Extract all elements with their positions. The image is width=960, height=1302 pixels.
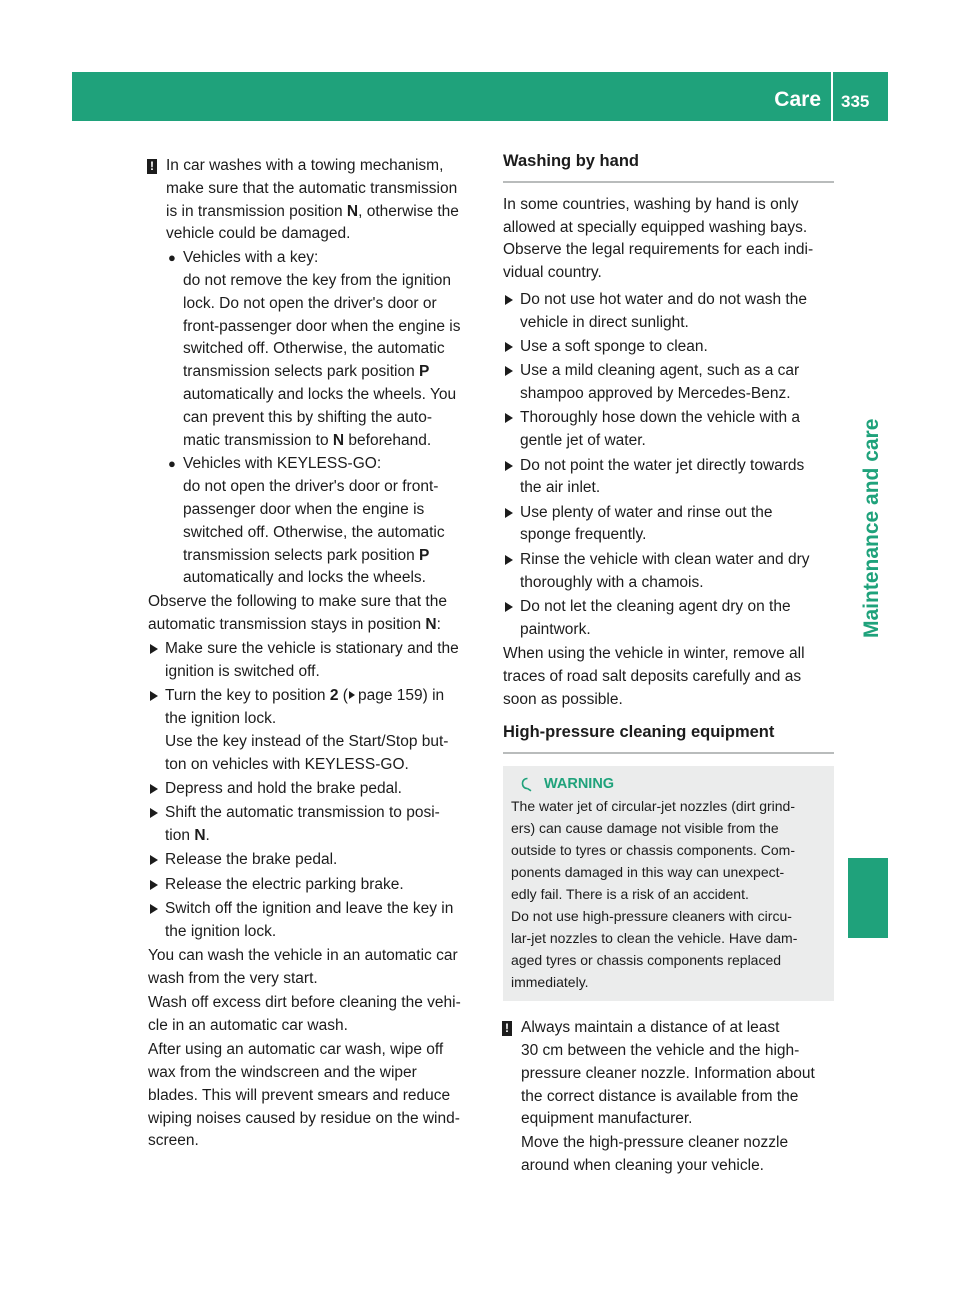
step-arrow-icon <box>150 904 158 914</box>
step-item <box>148 638 480 684</box>
text-line: ignition is switched off. <box>165 663 320 681</box>
header-band <box>72 72 888 121</box>
text-line: Use a soft sponge to clean. <box>520 338 708 356</box>
text-line: traces of road salt deposits carefully and as <box>503 667 802 685</box>
text-line: tion <box>165 827 195 845</box>
text-line: Wash off excess dirt before cleaning the vehi- <box>148 994 461 1012</box>
step-item <box>503 596 834 642</box>
text-line: front-passenger door when the engine is <box>183 317 461 335</box>
step-item <box>503 549 834 595</box>
text-line: the ignition lock. <box>165 922 277 940</box>
text-line: transmission selects park position <box>183 363 420 381</box>
page-reference[interactable]: page 159) in <box>357 687 445 705</box>
text-line: blades. This will prevent smears and reduce <box>148 1086 451 1104</box>
step-item <box>148 849 480 872</box>
text-line: Move the high-pressure cleaner nozzle <box>521 1134 789 1152</box>
text-line: wash from the very start. <box>148 969 318 987</box>
text-bold: P <box>419 363 430 381</box>
paragraph-observe <box>148 591 480 637</box>
left-column <box>148 155 480 1155</box>
warning-icon <box>521 777 534 792</box>
step-arrow-icon <box>505 508 513 518</box>
text-line: beforehand. <box>344 431 432 449</box>
text-line: passenger door when the engine is <box>183 500 425 518</box>
text-line: ers) can cause damage not visible from the <box>511 820 779 837</box>
step-item <box>148 898 480 944</box>
text-line: shampoo approved by Mercedes-Benz. <box>520 385 791 403</box>
step-arrow-icon <box>150 808 158 818</box>
text-line: In car washes with a towing mechanism, <box>166 157 444 174</box>
step-arrow-icon <box>150 784 158 794</box>
text-line: wax from the windscreen and the wiper <box>148 1064 417 1082</box>
paragraph <box>148 992 480 1038</box>
text-line: You can wash the vehicle in an automatic car <box>148 947 458 965</box>
heading-rule <box>503 721 834 754</box>
text-line: the air inlet. <box>520 479 601 497</box>
text-bold: 2 <box>329 687 339 705</box>
warning-paragraph <box>511 795 826 905</box>
exclamation-icon: ! <box>147 159 157 174</box>
text-line: Do not point the water jet directly towards <box>520 456 805 474</box>
text-line: can prevent this by shifting the auto- <box>183 408 433 426</box>
text-line: In some countries, washing by hand is only <box>503 195 799 213</box>
step-item <box>148 778 480 801</box>
text-line: the correct distance is available from the <box>521 1087 799 1105</box>
text-line: Use the key instead of the Start/Stop but- <box>165 732 449 750</box>
text-line: cle in an automatic car wash. <box>148 1016 348 1034</box>
bullet-key <box>148 247 480 452</box>
text-line: 30 cm between the vehicle and the high- <box>521 1041 800 1059</box>
step-arrow-icon <box>150 880 158 890</box>
text-line: vehicle could be damaged. <box>166 225 351 243</box>
step-item <box>503 502 834 548</box>
text-line: ponents damaged in this way can unexpect- <box>511 864 785 881</box>
bullet-title: Vehicles with KEYLESS-GO: <box>183 455 382 473</box>
text-bold: N <box>194 827 206 845</box>
step-item <box>148 874 480 897</box>
notice-distance <box>503 1017 834 1131</box>
step-arrow-icon <box>505 413 513 423</box>
text-line: Do not use hot water and do not wash the <box>520 290 807 308</box>
text-line: Do not use high-pressure cleaners with circu- <box>511 908 792 925</box>
step-arrow-icon <box>505 461 513 471</box>
text-line: thoroughly with a chamois. <box>520 573 704 591</box>
text-line: When using the vehicle in winter, remove all <box>503 644 805 662</box>
step-arrow-icon <box>150 855 158 865</box>
warning-title-text: WARNING <box>544 776 615 793</box>
side-tab-label: Maintenance and care <box>860 418 883 638</box>
text-line: Shift the automatic transmission to posi- <box>165 804 440 822</box>
text-line: the ignition lock. <box>165 710 277 728</box>
text-line: allowed at specially equipped washing bays. <box>503 218 808 236</box>
section-title: Care <box>774 88 821 111</box>
text-line: vehicle in direct sunlight. <box>520 313 689 331</box>
step-arrow-icon <box>505 342 513 352</box>
heading-high-pressure: High-pressure cleaning equipment <box>503 723 775 742</box>
text-line: matic transmission to <box>183 431 333 449</box>
text-bold: N <box>425 615 437 633</box>
text-line: equipment manufacturer. <box>521 1110 693 1128</box>
paragraph-intro <box>503 194 834 285</box>
step-item <box>503 455 834 501</box>
step-item <box>148 685 480 776</box>
text-bold: N <box>346 202 359 220</box>
text-line: do not remove the key from the ignition <box>183 271 451 289</box>
step-arrow-icon <box>505 366 513 376</box>
text-line: . <box>205 827 210 845</box>
bullet-icon: ● <box>168 456 176 472</box>
text-line: Depress and hold the brake pedal. <box>165 780 402 798</box>
text-line: outside to tyres or chassis components. Com- <box>511 842 796 859</box>
step-arrow-icon <box>505 602 513 612</box>
step-arrow-icon <box>150 691 158 701</box>
paragraph <box>148 1039 480 1153</box>
text-line: immediately. <box>511 974 589 991</box>
step-arrow-icon <box>150 644 158 654</box>
step-arrow-icon <box>505 555 513 565</box>
text-line: After using an automatic car wash, wipe off <box>148 1041 444 1059</box>
text-line: edly fail. There is a risk of an accident. <box>511 886 749 903</box>
text-line: : <box>436 615 441 633</box>
page-number: 335 <box>841 92 870 111</box>
text-line: Turn the key to position <box>165 687 330 705</box>
text-line: vidual country. <box>503 264 602 282</box>
text-bold: P <box>419 546 430 564</box>
text-line: , otherwise the <box>358 202 459 220</box>
text-line: Always maintain a distance of at least <box>521 1019 780 1037</box>
right-column <box>503 150 834 1178</box>
warning-box <box>503 766 834 1001</box>
text-line: ( <box>338 687 348 705</box>
heading-rule <box>503 150 834 183</box>
text-line: lar-jet nozzles to clean the vehicle. Have dam- <box>511 930 798 947</box>
paragraph <box>148 945 480 991</box>
heading-washing-by-hand: Washing by hand <box>503 152 639 170</box>
text-line: automatically and locks the wheels. <box>183 569 426 587</box>
text-line: Rinse the vehicle with clean water and dry <box>520 550 810 568</box>
bullet-icon: ● <box>168 250 176 266</box>
text-line: automatic transmission stays in position <box>148 615 426 633</box>
step-item <box>503 336 834 359</box>
text-line: wiping noises caused by residue on the wind- <box>148 1109 460 1127</box>
exclamation-icon: ! <box>502 1021 512 1036</box>
text-line: do not open the driver's door or front- <box>183 478 439 496</box>
text-line: Switch off the ignition and leave the key in <box>165 900 454 917</box>
text-line: gentle jet of water. <box>520 432 646 450</box>
step-item <box>503 289 834 335</box>
text-line: transmission selects park position <box>183 546 420 564</box>
text-line: aged tyres or chassis components replaced <box>511 952 782 969</box>
text-line: Observe the legal requirements for each indi- <box>503 241 814 259</box>
text-line: Thoroughly hose down the vehicle with a <box>520 409 801 427</box>
text-line: Do not let the cleaning agent dry on the <box>520 597 791 615</box>
text-line: sponge frequently. <box>520 526 647 544</box>
page-reference-icon <box>349 691 355 699</box>
text-bold: N <box>332 431 345 449</box>
text-line: ton on vehicles with KEYLESS-GO. <box>165 755 409 773</box>
side-tab-block <box>848 858 888 938</box>
bullet-keyless <box>148 453 480 590</box>
text-line: Observe the following to make sure that the <box>148 593 447 611</box>
text-line: Make sure the vehicle is stationary and the <box>165 640 459 658</box>
notice-continuation <box>503 1132 834 1178</box>
notice-towing <box>148 155 480 246</box>
text-line: is in transmission position <box>166 202 347 220</box>
text-line: Release the brake pedal. <box>165 851 338 869</box>
text-line: lock. Do not open the driver's door or <box>183 294 437 312</box>
bullet-title: Vehicles with a key: <box>183 249 319 267</box>
text-line: soon as possible. <box>503 690 623 708</box>
step-item <box>148 802 480 848</box>
text-line: automatically and locks the wheels. You <box>183 385 457 403</box>
warning-title <box>521 773 826 795</box>
text-line: screen. <box>148 1132 199 1150</box>
text-line: switched off. Otherwise, the automatic <box>183 523 445 541</box>
text-line: around when cleaning your vehicle. <box>521 1156 764 1174</box>
text-line: paintwork. <box>520 620 591 638</box>
text-line: make sure that the automatic transmission <box>166 179 458 197</box>
warning-paragraph <box>511 905 826 993</box>
text-line: pressure cleaner nozzle. Information about <box>521 1064 815 1082</box>
step-arrow-icon <box>505 295 513 305</box>
text-line: The water jet of circular-jet nozzles (dirt grind- <box>511 798 795 815</box>
header-separator <box>831 72 833 121</box>
step-item <box>503 407 834 453</box>
step-item <box>503 360 834 406</box>
text-line: Use a mild cleaning agent, such as a car <box>520 362 800 380</box>
paragraph-winter <box>503 643 834 711</box>
text-line: Release the electric parking brake. <box>165 875 404 893</box>
text-line: switched off. Otherwise, the automatic <box>183 340 445 358</box>
text-line: Use plenty of water and rinse out the <box>520 503 773 521</box>
